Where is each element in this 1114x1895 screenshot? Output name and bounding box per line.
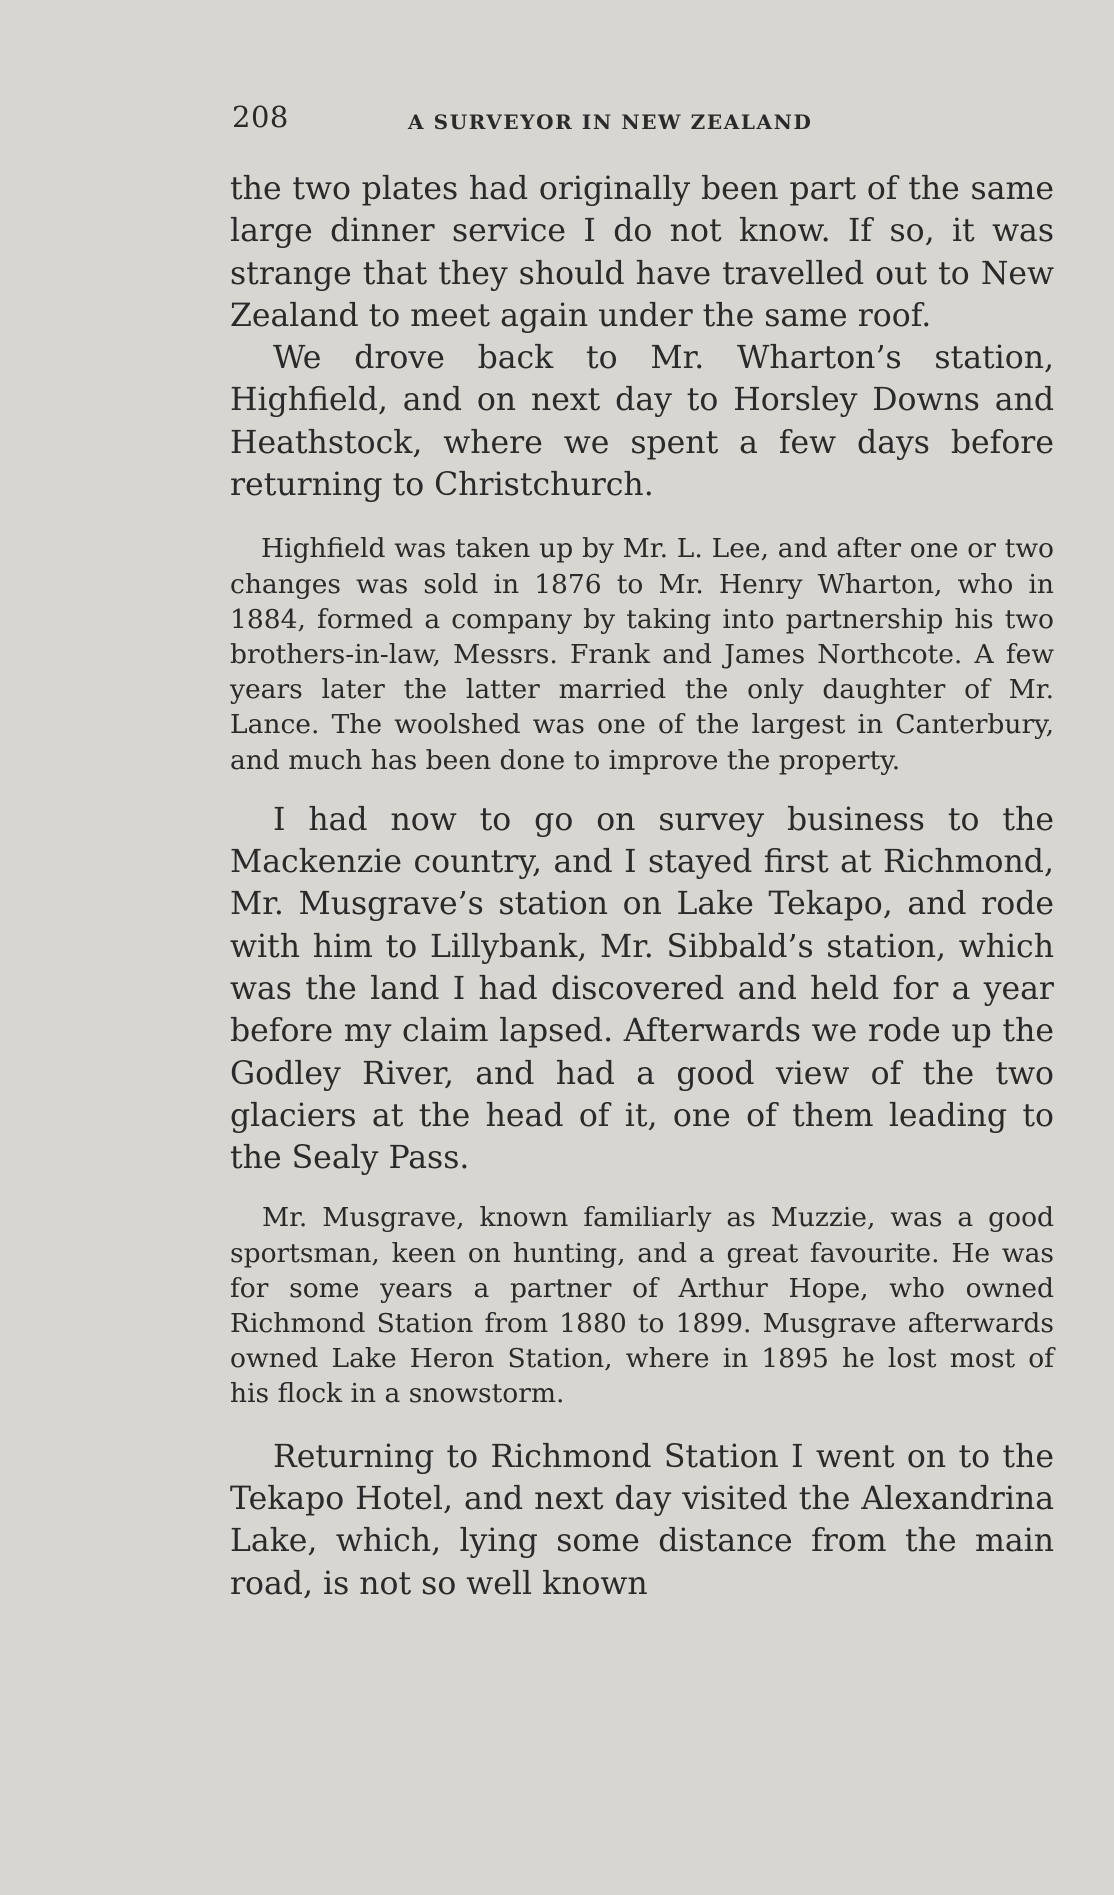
page-header <box>232 100 1072 140</box>
paragraph-continued: the two plates had originally been part of the same large dinner service I do not know. If so, it was strange that they should have travelled out to New Zealand to meet again under the same roof. <box>230 171 1054 334</box>
paragraph-mackenzie-country: I had now to go on survey business to the Mackenzie country, and I stayed first at Richmond, Mr. Musgrave’s station on Lake Tekapo, and rode with him to Lillybank, Mr. Sibbald’s station, which was the land I had discovered and held for a year before my claim lapsed. Afterwards we rode up the Godley River, and had a good view of the two glaciers at the head of it, one of them leading to the Sealy Pass. <box>230 801 1054 1177</box>
paragraph-wharton-station: We drove back to Mr. Wharton’s station, Highfield, and on next day to Horsley Downs and Heathstock, where we spent a few days before returning to Christchurch. <box>230 340 1054 504</box>
running-title: A SURVEYOR IN NEW ZEALAND <box>408 110 813 134</box>
footnote-highfield: Highfield was taken up by Mr. L. Lee, and after one or two changes was sold in 1876 to Mr. Henry Wharton, who in 1884, formed a company by taking into partnership his two brothers-in-law, Messrs. Frank and James Northcote. A few years later the latter married the only daughter of Mr. Lance. The woolshed was one of the largest in Canterbury, and much has been done to improve the property. <box>230 533 1054 776</box>
paragraph-tekapo-hotel: Returning to Richmond Station I went on to the Tekapo Hotel, and next day visited the Alexandrina Lake, which, lying some distance from the main road, is not so well known <box>230 1438 1054 1602</box>
page-number: 208 <box>232 100 289 134</box>
footnote-musgrave: Mr. Musgrave, known familiarly as Muzzie, was a good sportsman, keen on hunting, and a great favourite. He was for some years a partner of Arthur Hope, who owned Richmond Station from 1880 to 1899. Musgrave afterwards owned Lake Heron Station, where in 1895 he lost most of his flock in a snowstorm. <box>230 1202 1054 1410</box>
page-body <box>230 168 1054 1605</box>
